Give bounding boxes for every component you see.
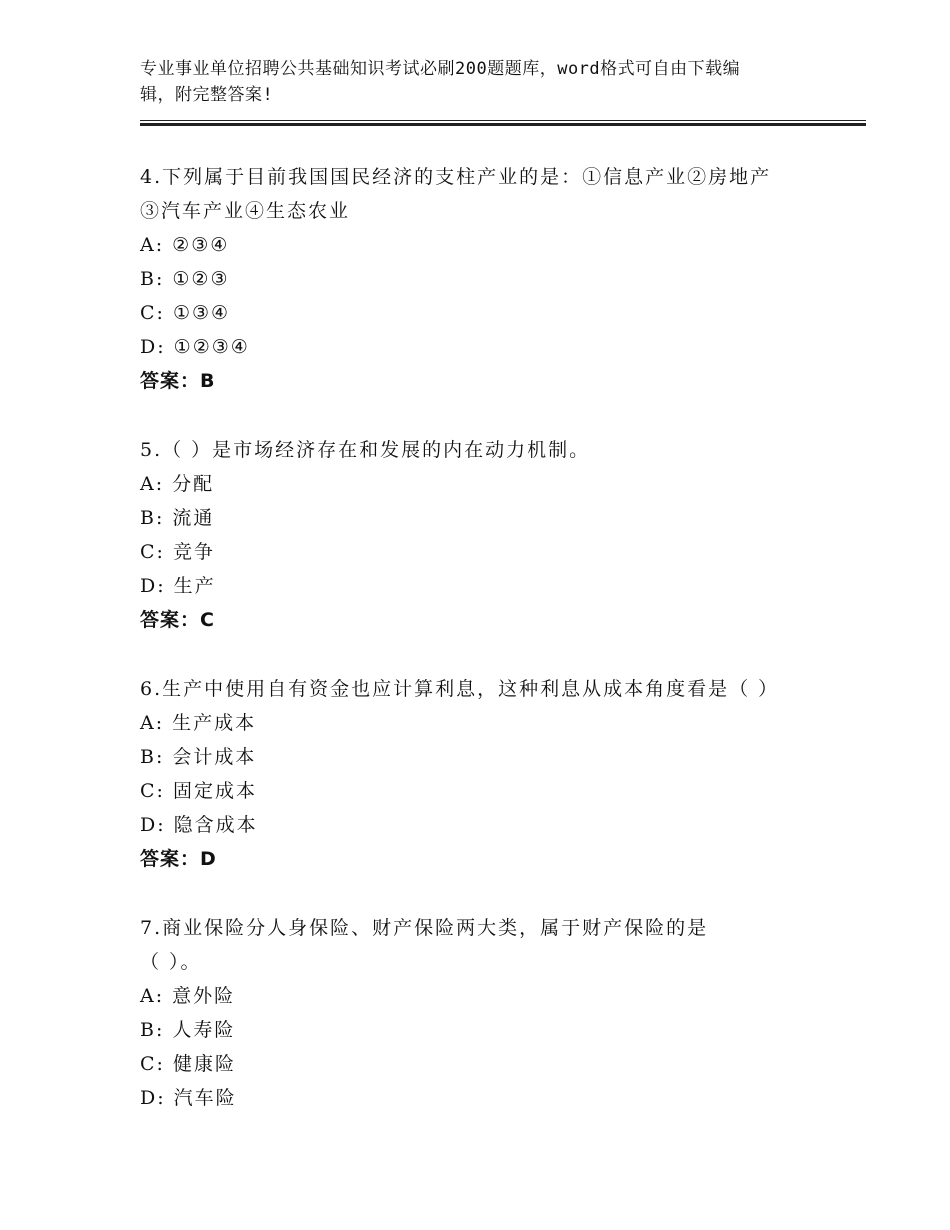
question-stem: 4.下列属于目前我国国民经济的支柱产业的是：①信息产业②房地产 (140, 166, 772, 188)
answer-label: 答案：D (140, 848, 217, 870)
option-d: D: 隐含成本 (140, 814, 258, 836)
question-7 (140, 911, 840, 1115)
question-5 (140, 433, 840, 637)
question-stem: 6.生产中使用自有资金也应计算利息，这种利息从成本角度看是（ ） (140, 678, 780, 700)
question-6 (140, 672, 840, 876)
option-d: D: ①②③④ (140, 336, 250, 358)
option-a: A: 意外险 (140, 985, 236, 1007)
header-line-1: 专业事业单位招聘公共基础知识考试必刷200题题库，word格式可自由下载编 (140, 59, 741, 79)
header-divider-thin (140, 120, 866, 121)
document-header (140, 56, 790, 108)
header-divider-thick (140, 123, 866, 126)
option-d: D: 生产 (140, 575, 216, 597)
question-stem: ③汽车产业④生态农业 (140, 200, 351, 222)
option-c: C: ①③④ (140, 302, 231, 324)
option-c: C: 固定成本 (140, 780, 257, 802)
option-d: D: 汽车险 (140, 1087, 237, 1109)
option-b: B: 流通 (140, 507, 215, 529)
question-stem: （ ）。 (140, 951, 202, 973)
option-b: B: 会计成本 (140, 746, 257, 768)
question-stem: 5.（ ）是市场经济存在和发展的内在动力机制。 (140, 439, 591, 461)
option-c: C: 竞争 (140, 541, 215, 563)
option-a: A: ②③④ (140, 234, 230, 256)
question-stem: 7.商业保险分人身保险、财产保险两大类，属于财产保险的是 (140, 917, 709, 939)
question-4 (140, 160, 840, 398)
answer-label: 答案：B (140, 370, 216, 392)
option-a: A: 分配 (140, 473, 215, 495)
answer-label: 答案：C (140, 609, 215, 631)
option-a: A: 生产成本 (140, 712, 257, 734)
header-line-2: 辑，附完整答案! (140, 85, 274, 105)
option-b: B: 人寿险 (140, 1019, 236, 1041)
option-b: B: ①②③ (140, 268, 230, 290)
option-c: C: 健康险 (140, 1053, 236, 1075)
